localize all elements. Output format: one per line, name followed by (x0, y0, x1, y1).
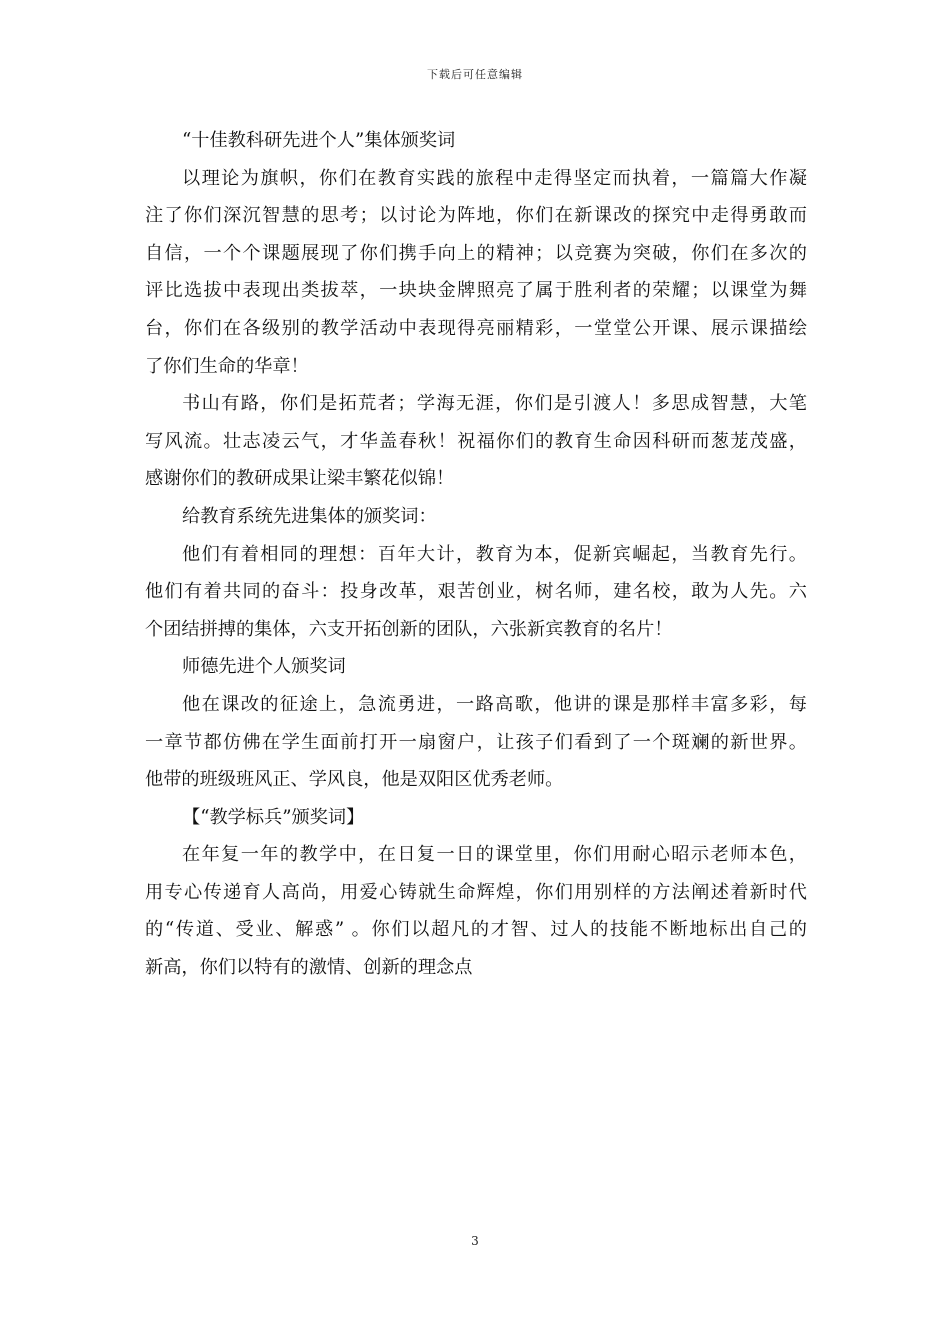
text-line: 一章节都仿佛在学生面前打开一扇窗户，让孩子们看到了一个斑斓的新世界。 (145, 731, 807, 753)
text-line: 以理论为旗帜，你们在教育实践的旅程中走得坚定而执着，一篇篇大作凝 (182, 167, 807, 189)
text-line: 写风流。壮志凌云气，才华盖春秋！祝福你们的教育生命因科研而葱茏茂盛， (145, 430, 807, 452)
text-line: 了你们生命的华章！ (145, 355, 309, 377)
text-line: 用专心传递育人高尚，用爱心铸就生命辉煌，你们用别样的方法阐述着新时代 (145, 881, 807, 903)
text-line: 自信，一个个课题展现了你们携手向上的精神；以竞赛为突破，你们在多次的 (145, 242, 807, 264)
text-line: 台，你们在各级别的教学活动中表现得亮丽精彩，一堂堂公开课、展示课描绘 (145, 317, 807, 339)
page-header: 下载后可任意编辑 (427, 68, 523, 81)
text-line: 他们有着相同的理想：百年大计，教育为本，促新宾崛起，当教育先行。 (182, 543, 807, 565)
text-line: 他带的班级班风正、学风良，他是双阳区优秀老师。 (145, 769, 564, 791)
document-body (145, 122, 807, 987)
text-line: 师德先进个人颁奖词 (182, 656, 346, 678)
text-line: 在年复一年的教学中，在日复一日的课堂里，你们用耐心昭示老师本色， (182, 844, 807, 866)
text-line: 注了你们深沉智慧的思考；以讨论为阵地，你们在新课改的探究中走得勇敢而 (145, 205, 807, 227)
text-line: 评比选拔中表现出类拔萃，一块块金牌照亮了属于胜利者的荣耀；以课堂为舞 (145, 280, 807, 302)
text-line: 给教育系统先进集体的颁奖词： (182, 505, 437, 527)
text-line: 感谢你们的教研成果让梁丰繁花似锦！ (145, 468, 455, 490)
page-number: 3 (471, 1234, 479, 1248)
text-line: 新高，你们以特有的激情、创新的理念点 (145, 957, 473, 979)
text-line: 个团结拼搏的集体，六支开拓创新的团队，六张新宾教育的名片！ (145, 618, 673, 640)
text-line: 【“教学标兵”颁奖词】 (182, 806, 365, 828)
text-line: 他在课改的征途上，急流勇进，一路高歌，他讲的课是那样丰富多彩，每 (182, 693, 807, 715)
text-line: “十佳教科研先进个人”集体颁奖词 (182, 130, 456, 151)
text-line: 书山有路，你们是拓荒者；学海无涯，你们是引渡人！多思成智慧，大笔 (182, 393, 807, 415)
text-line: 的“传道、受业、解惑” 。你们以超凡的才智、过人的技能不断地标出自己的 (145, 919, 807, 941)
text-line: 他们有着共同的奋斗：投身改革，艰苦创业，树名师，建名校，敢为人先。六 (145, 581, 807, 603)
